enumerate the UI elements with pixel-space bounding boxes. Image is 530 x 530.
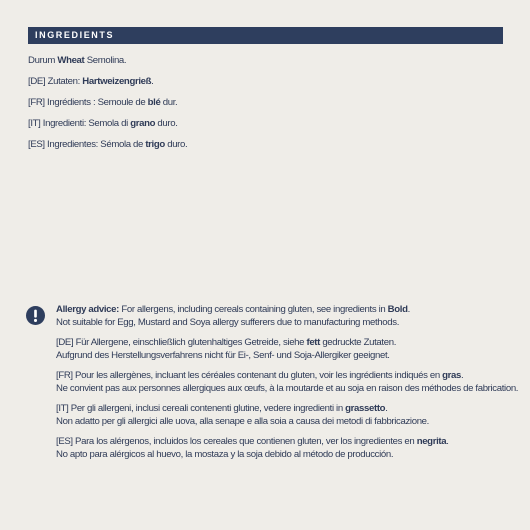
ingredients-title: INGREDIENTS	[35, 30, 115, 40]
allergy-paragraph-de: [DE] Für Allergene, einschließlich glutenhaltiges Getreide, siehe fett gedruckte Zutaten. Aufgrund des Herstellungsverfahrens nicht für Ei-, Senf- und Soja-Allergiker geeignet.	[56, 337, 397, 361]
ingredients-list	[28, 55, 508, 160]
ingredient-line-en: Durum Wheat Semolina.	[28, 55, 127, 66]
ingredient-line-de: [DE] Zutaten: Hartweizengrieß.	[28, 76, 154, 87]
allergy-paragraph-fr: [FR] Pour les allergènes, incluant les céréales contenant du gluten, voir les ingrédients indiqués en gras. Ne convient pas aux personnes allergiques aux œufs, à la moutarde et au soja en raison des méthodes de fabrication.	[56, 370, 519, 394]
ingredient-line-es: [ES] Ingredientes: Sémola de trigo duro.	[28, 139, 188, 150]
allergy-paragraph-en: Allergy advice: For allergens, including cereals containing gluten, see ingredients in Bold. Not suitable for Egg, Mustard and Soya allergy sufferers due to manufacturing methods.	[56, 304, 410, 328]
allergy-paragraph-es: [ES] Para los alérgenos, incluidos los cereales que contienen gluten, ver los ingredientes en negrita. No apto para alérgicos al huevo, la mostaza y la soja debido al método de producción.	[56, 436, 449, 460]
allergy-paragraph-it: [IT] Per gli allergeni, inclusi cereali contenenti glutine, vedere ingredienti in grassetto. Non adatto per gli allergici alle uova, alla senape e alla soia a causa dei metodi di fabbricazione.	[56, 403, 429, 427]
ingredient-line-it: [IT] Ingredienti: Semola di grano duro.	[28, 118, 178, 129]
allergy-text	[56, 303, 526, 468]
alert-icon	[26, 306, 45, 325]
ingredient-line-fr: [FR] Ingrédients : Semoule de blé dur.	[28, 97, 178, 108]
ingredients-header	[28, 27, 503, 44]
